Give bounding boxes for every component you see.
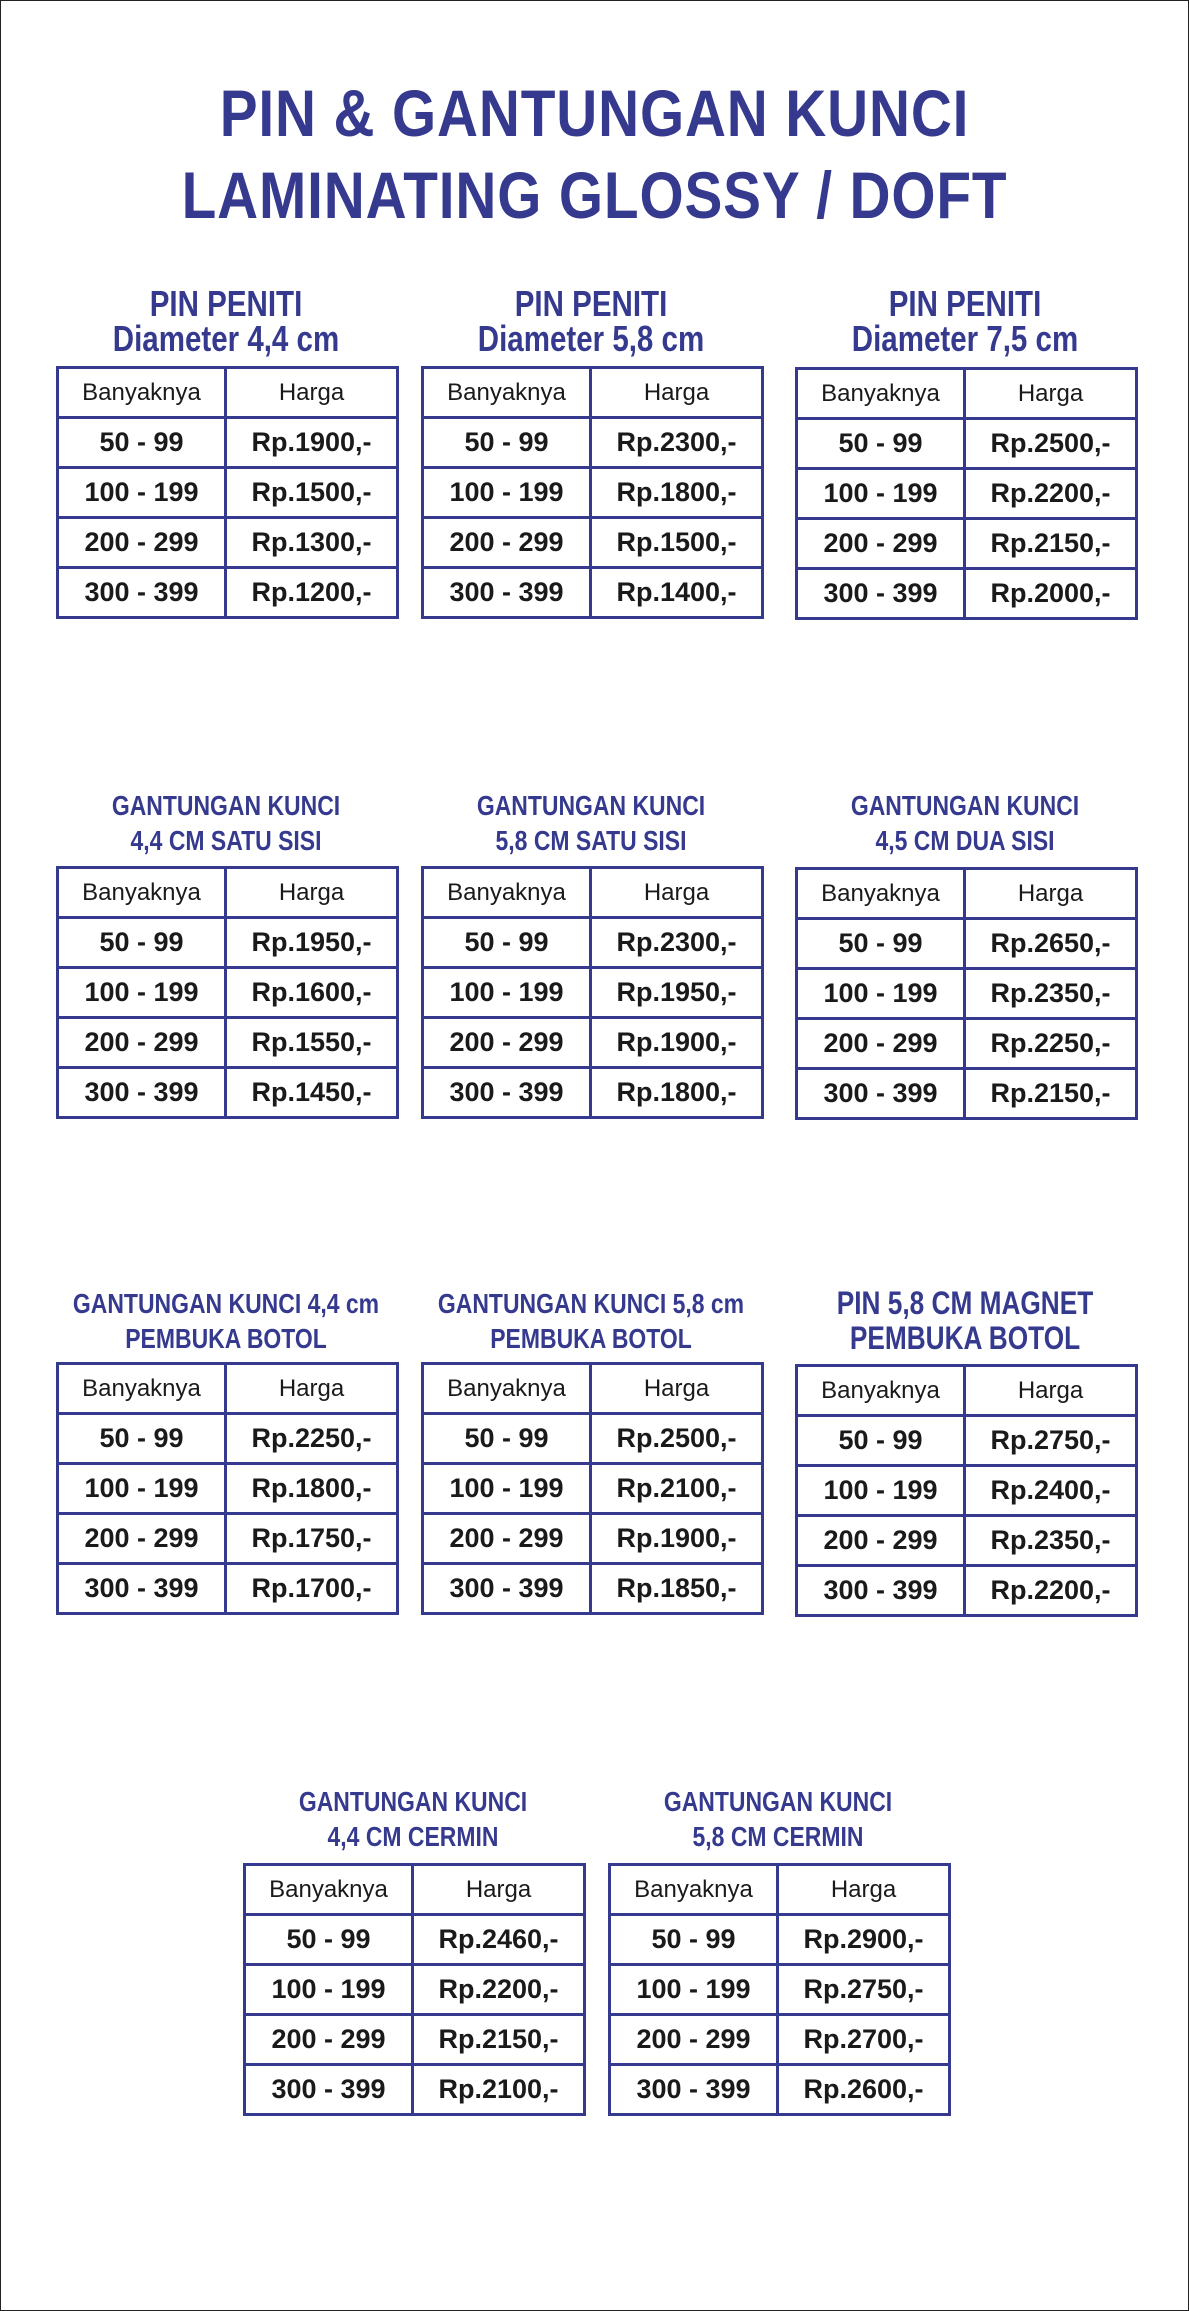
price-cell: Rp.2000,- — [965, 569, 1137, 619]
block-heading-line-2: PEMBUKA BOTOL — [849, 1320, 1081, 1356]
table-row — [58, 468, 398, 518]
column-header-qty: Banyaknya — [58, 368, 226, 418]
price-table — [795, 867, 1138, 1120]
table-row — [797, 1566, 1137, 1616]
table-row — [245, 1915, 585, 1965]
block-heading — [793, 788, 1137, 858]
qty-range-cell: 50 - 99 — [423, 1414, 591, 1464]
column-header-qty: Banyaknya — [58, 1364, 226, 1414]
table-row — [423, 1464, 763, 1514]
qty-range-cell: 50 - 99 — [58, 418, 226, 468]
table-row — [797, 1416, 1137, 1466]
qty-range-cell: 200 - 299 — [58, 1018, 226, 1068]
price-cell: Rp.1800,- — [591, 468, 763, 518]
price-cell: Rp.2150,- — [965, 519, 1137, 569]
block-heading — [606, 1784, 950, 1854]
table-header-row — [797, 1366, 1137, 1416]
column-header-qty: Banyaknya — [58, 868, 226, 918]
column-header-qty: Banyaknya — [610, 1865, 778, 1915]
price-cell: Rp.1450,- — [226, 1068, 398, 1118]
price-cell: Rp.1550,- — [226, 1018, 398, 1068]
block-heading-line-1: GANTUNGAN KUNCI — [850, 790, 1080, 821]
block-heading-line-1: GANTUNGAN KUNCI 5,8 cm — [437, 1288, 745, 1319]
table-row — [610, 1915, 950, 1965]
table-row — [245, 2065, 585, 2115]
qty-range-cell: 200 - 299 — [797, 519, 965, 569]
qty-range-cell: 100 - 199 — [423, 968, 591, 1018]
qty-range-cell: 50 - 99 — [423, 918, 591, 968]
column-header-qty: Banyaknya — [245, 1865, 413, 1915]
qty-range-cell: 50 - 99 — [797, 419, 965, 469]
qty-range-cell: 200 - 299 — [58, 1514, 226, 1564]
price-cell: Rp.2350,- — [965, 969, 1137, 1019]
block-heading-line-1: GANTUNGAN KUNCI 4,4 cm — [72, 1288, 380, 1319]
table-row — [423, 1068, 763, 1118]
column-header-price: Harga — [226, 368, 398, 418]
price-cell: Rp.1500,- — [591, 518, 763, 568]
table-header-row — [797, 869, 1137, 919]
table-header-row — [58, 868, 398, 918]
table-header-row — [423, 1364, 763, 1414]
column-header-qty: Banyaknya — [423, 868, 591, 918]
price-cell: Rp.1600,- — [226, 968, 398, 1018]
qty-range-cell: 300 - 399 — [58, 1068, 226, 1118]
price-cell: Rp.1850,- — [591, 1564, 763, 1614]
block-heading — [793, 1286, 1137, 1356]
qty-range-cell: 200 - 299 — [797, 1516, 965, 1566]
price-table — [795, 367, 1138, 620]
price-cell: Rp.1950,- — [591, 968, 763, 1018]
table-row — [797, 1466, 1137, 1516]
block-heading-line-2: PEMBUKA BOTOL — [125, 1323, 327, 1354]
price-table — [421, 866, 764, 1119]
column-header-price: Harga — [591, 1364, 763, 1414]
table-row — [423, 1564, 763, 1614]
block-heading — [54, 788, 398, 858]
block-heading-line-2: 4,5 CM DUA SISI — [875, 825, 1055, 856]
block-heading-line-1: PIN PENITI — [149, 283, 303, 324]
qty-range-cell: 200 - 299 — [423, 1514, 591, 1564]
qty-range-cell: 200 - 299 — [797, 1019, 965, 1069]
table-row — [797, 1019, 1137, 1069]
column-header-qty: Banyaknya — [797, 369, 965, 419]
qty-range-cell: 300 - 399 — [423, 568, 591, 618]
qty-range-cell: 200 - 299 — [423, 1018, 591, 1068]
qty-range-cell: 300 - 399 — [610, 2065, 778, 2115]
column-header-price: Harga — [591, 868, 763, 918]
block-heading-line-2: Diameter 7,5 cm — [851, 318, 1079, 359]
column-header-qty: Banyaknya — [423, 368, 591, 418]
table-row — [423, 1514, 763, 1564]
block-heading-line-2: Diameter 5,8 cm — [477, 318, 705, 359]
qty-range-cell: 200 - 299 — [58, 518, 226, 568]
qty-range-cell: 100 - 199 — [58, 1464, 226, 1514]
price-cell: Rp.1400,- — [591, 568, 763, 618]
table-row — [423, 968, 763, 1018]
table-row — [423, 1414, 763, 1464]
qty-range-cell: 300 - 399 — [797, 569, 965, 619]
column-header-qty: Banyaknya — [423, 1364, 591, 1414]
table-row — [245, 1965, 585, 2015]
table-row — [797, 969, 1137, 1019]
qty-range-cell: 100 - 199 — [245, 1965, 413, 2015]
column-header-price: Harga — [965, 869, 1137, 919]
qty-range-cell: 100 - 199 — [797, 969, 965, 1019]
qty-range-cell: 300 - 399 — [423, 1068, 591, 1118]
price-table — [795, 1364, 1138, 1617]
page-title-line-1: PIN & GANTUNGAN KUNCI — [219, 76, 970, 150]
table-row — [58, 418, 398, 468]
qty-range-cell: 200 - 299 — [245, 2015, 413, 2065]
table-row — [58, 1018, 398, 1068]
qty-range-cell: 100 - 199 — [610, 1965, 778, 2015]
block-heading — [241, 1784, 585, 1854]
table-header-row — [58, 1364, 398, 1414]
block-heading-line-1: GANTUNGAN KUNCI — [111, 790, 341, 821]
qty-range-cell: 50 - 99 — [797, 1416, 965, 1466]
block-heading — [793, 283, 1137, 359]
qty-range-cell: 300 - 399 — [423, 1564, 591, 1614]
price-cell: Rp.2150,- — [413, 2015, 585, 2065]
table-header-row — [58, 368, 398, 418]
price-cell: Rp.2200,- — [413, 1965, 585, 2015]
block-heading-line-1: GANTUNGAN KUNCI — [298, 1786, 528, 1817]
block-heading-line-2: PEMBUKA BOTOL — [490, 1323, 692, 1354]
table-row — [797, 1516, 1137, 1566]
table-row — [423, 518, 763, 568]
page-title-line-2: LAMINATING GLOSSY / DOFT — [181, 158, 1008, 232]
column-header-qty: Banyaknya — [797, 869, 965, 919]
block-heading-line-2: 5,8 CM SATU SISI — [495, 825, 687, 856]
price-cell: Rp.1750,- — [226, 1514, 398, 1564]
table-row — [58, 568, 398, 618]
table-row — [58, 968, 398, 1018]
table-row — [423, 918, 763, 968]
price-cell: Rp.1200,- — [226, 568, 398, 618]
price-table — [56, 366, 399, 619]
price-cell: Rp.2350,- — [965, 1516, 1137, 1566]
table-row — [58, 1564, 398, 1614]
block-heading-line-2: Diameter 4,4 cm — [112, 318, 340, 359]
price-cell: Rp.1900,- — [591, 1514, 763, 1564]
table-header-row — [797, 369, 1137, 419]
table-row — [797, 1069, 1137, 1119]
price-cell: Rp.2400,- — [965, 1466, 1137, 1516]
price-cell: Rp.2900,- — [778, 1915, 950, 1965]
table-row — [610, 2065, 950, 2115]
qty-range-cell: 200 - 299 — [610, 2015, 778, 2065]
block-heading — [54, 283, 398, 359]
block-heading-line-1: GANTUNGAN KUNCI — [663, 1786, 893, 1817]
table-header-row — [245, 1865, 585, 1915]
price-cell: Rp.2650,- — [965, 919, 1137, 969]
price-cell: Rp.2500,- — [965, 419, 1137, 469]
table-row — [610, 1965, 950, 2015]
block-heading — [419, 283, 763, 359]
block-heading-line-2: 4,4 CM SATU SISI — [130, 825, 322, 856]
table-row — [797, 419, 1137, 469]
qty-range-cell: 100 - 199 — [423, 468, 591, 518]
qty-range-cell: 50 - 99 — [610, 1915, 778, 1965]
table-row — [423, 568, 763, 618]
qty-range-cell: 100 - 199 — [797, 469, 965, 519]
qty-range-cell: 300 - 399 — [797, 1566, 965, 1616]
price-table — [421, 1362, 764, 1615]
qty-range-cell: 50 - 99 — [797, 919, 965, 969]
table-row — [423, 468, 763, 518]
table-header-row — [423, 368, 763, 418]
table-row — [610, 2015, 950, 2065]
price-table — [56, 1362, 399, 1615]
table-row — [58, 1464, 398, 1514]
price-cell: Rp.2300,- — [591, 418, 763, 468]
table-row — [423, 1018, 763, 1068]
price-cell: Rp.2750,- — [778, 1965, 950, 2015]
qty-range-cell: 50 - 99 — [58, 1414, 226, 1464]
qty-range-cell: 200 - 299 — [423, 518, 591, 568]
price-cell: Rp.1700,- — [226, 1564, 398, 1614]
price-cell: Rp.2250,- — [226, 1414, 398, 1464]
qty-range-cell: 50 - 99 — [423, 418, 591, 468]
block-heading-line-1: GANTUNGAN KUNCI — [476, 790, 706, 821]
column-header-price: Harga — [965, 1366, 1137, 1416]
table-row — [797, 519, 1137, 569]
qty-range-cell: 50 - 99 — [245, 1915, 413, 1965]
price-cell: Rp.1900,- — [226, 418, 398, 468]
table-header-row — [610, 1865, 950, 1915]
table-row — [58, 1414, 398, 1464]
qty-range-cell: 300 - 399 — [797, 1069, 965, 1119]
price-table — [56, 866, 399, 1119]
table-row — [797, 469, 1137, 519]
price-table — [243, 1863, 586, 2116]
qty-range-cell: 100 - 199 — [58, 468, 226, 518]
column-header-price: Harga — [591, 368, 763, 418]
block-heading-line-1: PIN PENITI — [514, 283, 668, 324]
price-cell: Rp.2200,- — [965, 1566, 1137, 1616]
table-header-row — [423, 868, 763, 918]
price-table — [421, 366, 764, 619]
qty-range-cell: 300 - 399 — [58, 1564, 226, 1614]
column-header-price: Harga — [226, 868, 398, 918]
table-row — [58, 1068, 398, 1118]
price-cell: Rp.1900,- — [591, 1018, 763, 1068]
price-cell: Rp.2700,- — [778, 2015, 950, 2065]
column-header-price: Harga — [778, 1865, 950, 1915]
price-table — [608, 1863, 951, 2116]
block-heading-line-1: PIN PENITI — [888, 283, 1042, 324]
price-cell: Rp.2460,- — [413, 1915, 585, 1965]
table-row — [58, 1514, 398, 1564]
qty-range-cell: 300 - 399 — [58, 568, 226, 618]
block-heading — [419, 1286, 763, 1356]
qty-range-cell: 100 - 199 — [797, 1466, 965, 1516]
column-header-price: Harga — [965, 369, 1137, 419]
table-row — [58, 518, 398, 568]
qty-range-cell: 50 - 99 — [58, 918, 226, 968]
block-heading — [54, 1286, 398, 1356]
column-header-qty: Banyaknya — [797, 1366, 965, 1416]
block-heading-line-1: PIN 5,8 CM MAGNET — [836, 1285, 1094, 1321]
column-header-price: Harga — [413, 1865, 585, 1915]
price-cell: Rp.2100,- — [413, 2065, 585, 2115]
price-cell: Rp.2200,- — [965, 469, 1137, 519]
price-cell: Rp.2750,- — [965, 1416, 1137, 1466]
table-row — [245, 2015, 585, 2065]
price-cell: Rp.2250,- — [965, 1019, 1137, 1069]
price-cell: Rp.2100,- — [591, 1464, 763, 1514]
price-cell: Rp.2600,- — [778, 2065, 950, 2115]
table-row — [797, 919, 1137, 969]
qty-range-cell: 100 - 199 — [423, 1464, 591, 1514]
price-cell: Rp.2500,- — [591, 1414, 763, 1464]
price-cell: Rp.1800,- — [591, 1068, 763, 1118]
table-row — [423, 418, 763, 468]
qty-range-cell: 100 - 199 — [58, 968, 226, 1018]
price-cell: Rp.2150,- — [965, 1069, 1137, 1119]
column-header-price: Harga — [226, 1364, 398, 1414]
price-cell: Rp.1950,- — [226, 918, 398, 968]
price-cell: Rp.1300,- — [226, 518, 398, 568]
qty-range-cell: 300 - 399 — [245, 2065, 413, 2115]
block-heading-line-2: 4,4 CM CERMIN — [327, 1821, 499, 1852]
block-heading — [419, 788, 763, 858]
price-cell: Rp.1800,- — [226, 1464, 398, 1514]
price-cell: Rp.2300,- — [591, 918, 763, 968]
price-cell: Rp.1500,- — [226, 468, 398, 518]
table-row — [797, 569, 1137, 619]
block-heading-line-2: 5,8 CM CERMIN — [692, 1821, 864, 1852]
table-row — [58, 918, 398, 968]
